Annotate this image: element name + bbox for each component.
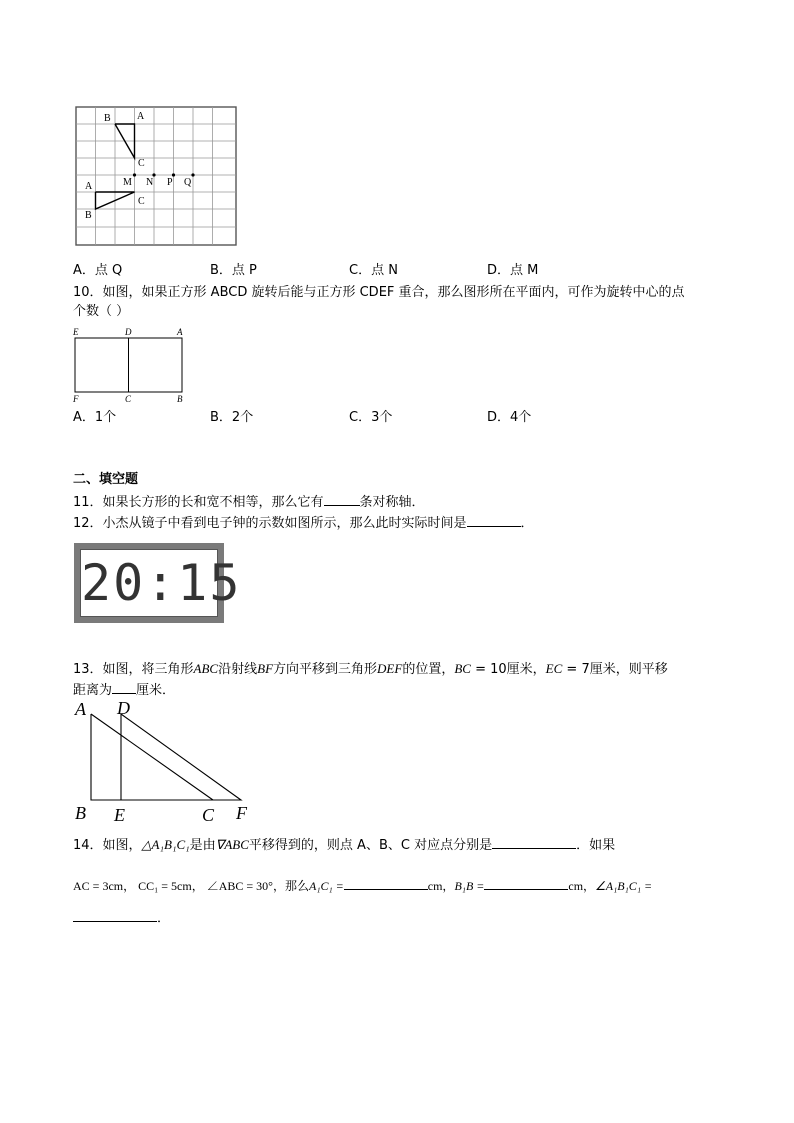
q14-end: ． (157, 911, 171, 926)
grid-label-n: N (146, 177, 154, 188)
q13-text-c: 方向平移到三角形 (273, 662, 378, 677)
q14-text-d: ．如果 (576, 838, 616, 853)
fig10-label-d: D (125, 327, 132, 337)
q14-blank-points[interactable] (492, 836, 576, 849)
fig10-label-c: C (125, 394, 132, 404)
q14-line3 (73, 909, 170, 927)
fig13-label-e: E (114, 805, 125, 825)
fig10-label-a: A (177, 327, 183, 337)
q13-ec: EC (545, 661, 563, 676)
fig10-label-e: E (73, 327, 79, 337)
q14-text-a: 14．如图， (73, 838, 142, 853)
grid-label-q: Q (184, 177, 192, 188)
grid-label-a: A (85, 181, 93, 192)
q14-blank-a1c1[interactable] (344, 877, 428, 890)
q9-option-a: A．点 Q (73, 263, 123, 278)
q13-text-a: 13．如图，将三角形 (73, 662, 194, 677)
clock-screen (80, 549, 242, 617)
q12-blank[interactable] (467, 514, 521, 527)
fig13-label-d: D (117, 698, 130, 718)
grid-label-b-top: B (104, 113, 111, 124)
q9-option-c: C．点 N (349, 263, 398, 278)
q14-line1 (73, 836, 615, 854)
clock-digits: 20:15 (81, 554, 242, 612)
q14-text-e: ，那么 (272, 879, 309, 893)
q13-text-f: 厘米． (136, 683, 176, 698)
q13-abc: ABC (193, 661, 219, 676)
q14-b1b: B₁B = (454, 879, 485, 893)
q14-tri1: △A₁B₁C₁ (141, 837, 190, 852)
q10-option-c: C．3个 (349, 410, 393, 425)
fig13-label-a: A (75, 699, 86, 719)
q11-after: 条对称轴． (359, 495, 425, 510)
grid-label-m: M (123, 177, 132, 188)
q14-given: AC = 3cm， CC₁ = 5cm， ∠ABC = 30° (73, 879, 273, 893)
q13-blank[interactable] (112, 681, 136, 694)
q14-text-c: 平移得到的，则点 A、B、C 对应点分别是 (248, 838, 493, 853)
q12-text (73, 514, 534, 532)
q10-option-d: D．4个 (487, 410, 532, 425)
fig13-label-c: C (202, 805, 215, 825)
q14-text-b: 是由 (189, 838, 216, 853)
grid-label-p: P (167, 177, 173, 188)
q10-squares-figure (70, 326, 190, 406)
q10-text-line1: 10．如图，如果正方形 ABCD 旋转后能与正方形 CDEF 重合，那么图形所在平面内，可作为旋转中心的点 (73, 285, 685, 300)
fig10-label-f: F (73, 394, 79, 404)
fig13-label-b: B (75, 803, 86, 823)
q14-cm2: cm， (568, 879, 596, 893)
q13-text-b: 沿射线 (218, 662, 258, 677)
q13-text-d: 的位置， (402, 662, 455, 677)
fig13-label-f: F (236, 803, 247, 823)
grid-label-a-top: A (137, 111, 145, 122)
grid-label-c: C (138, 196, 145, 207)
q12-before: 12．小杰从镜子中看到电子钟的示数如图所示，那么此时实际时间是 (73, 516, 467, 531)
q13-line1 (73, 661, 668, 678)
fig10-label-b: B (177, 394, 183, 404)
q14-cm1: cm， (427, 879, 455, 893)
q11-blank[interactable] (324, 493, 360, 506)
q13-ec-val: = 7厘米，则平移 (562, 662, 668, 677)
q11-before: 11．如果长方形的长和宽不相等，那么它有 (73, 495, 324, 510)
q10-text-line2: 个数（ ） (73, 304, 130, 319)
section-title-fill-in: 二、填空题 (73, 472, 139, 487)
q11-text (73, 493, 425, 511)
q9-grid-figure (72, 103, 242, 249)
q9-option-b: B．点 P (210, 263, 257, 278)
q12-after: ． (520, 516, 534, 531)
q10-option-a: A．1个 (73, 410, 117, 425)
mirrored-digital-clock (74, 543, 242, 623)
q9-option-d: D．点 M (487, 263, 539, 278)
q14-angle: ∠A₁B₁C₁ = (595, 879, 653, 893)
grid-label-c-mid: C (138, 158, 145, 169)
q14-line2 (73, 877, 652, 894)
q13-bc-val: = 10厘米， (470, 662, 546, 677)
q13-triangles-figure (70, 697, 260, 825)
q13-bc: BC (454, 661, 471, 676)
q14-tri2: ∇ABC (215, 837, 249, 852)
q14-blank-angle[interactable] (73, 909, 157, 922)
q14-a1c1: A₁C₁ = (308, 879, 344, 893)
q14-blank-b1b[interactable] (484, 877, 568, 890)
q10-option-b: B．2个 (210, 410, 254, 425)
q13-def: DEF (377, 661, 403, 676)
grid-label-b: B (85, 210, 92, 221)
q13-bf: BF (257, 661, 274, 676)
q13-text-e: 距离为 (73, 683, 113, 698)
